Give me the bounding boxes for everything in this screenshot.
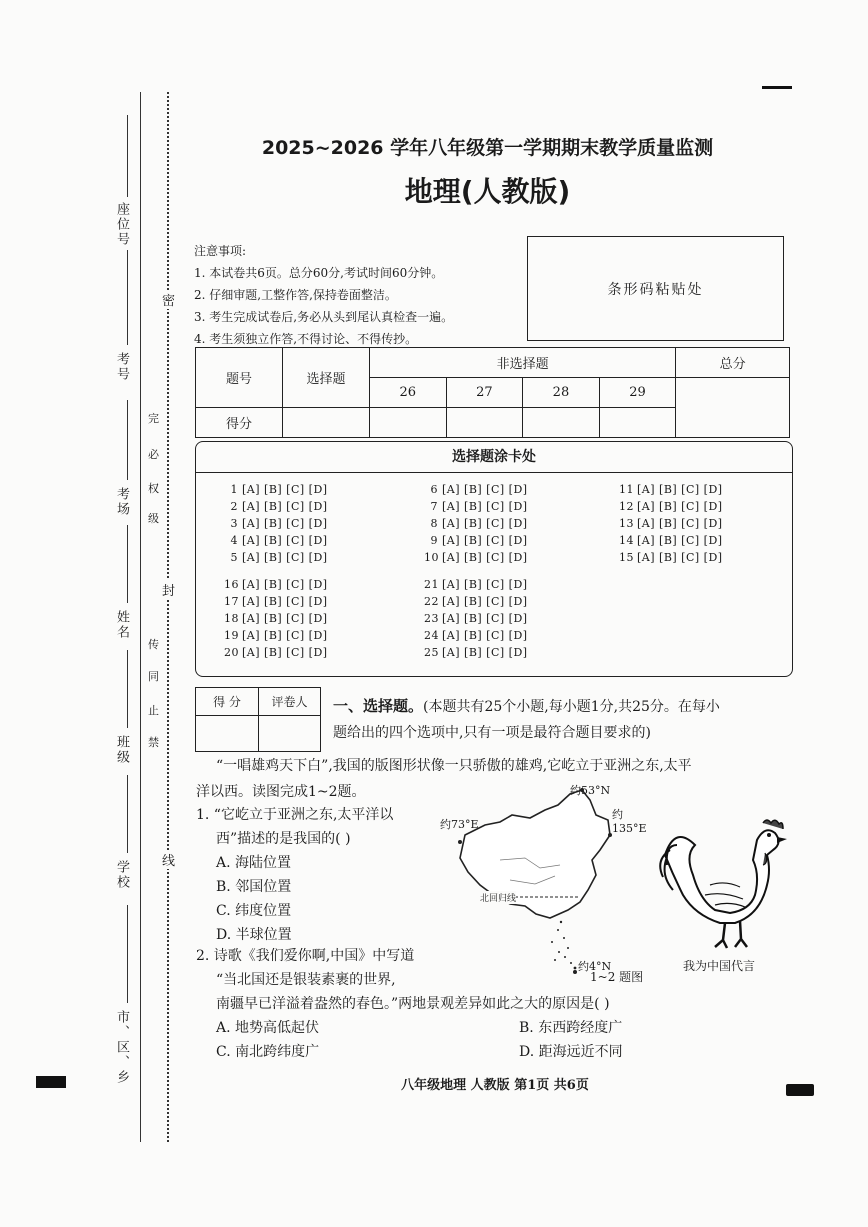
- score-num: 28: [523, 378, 600, 408]
- answer-card-item-number: 18: [224, 612, 239, 625]
- registration-mark: [762, 86, 792, 89]
- answer-card-item-number: 13: [619, 517, 634, 530]
- answer-card-options[interactable]: [A] [B] [C] [D]: [242, 646, 328, 659]
- answer-card-item-number: 24: [424, 629, 439, 642]
- q2-stem-line3: 南疆早已洋溢着盎然的春色。”两地景观差异如此之大的原因是( ): [216, 996, 610, 1012]
- answer-card-options[interactable]: [A] [B] [C] [D]: [242, 551, 328, 564]
- label-135e: 约135°E: [612, 808, 647, 835]
- field-district: 市、区、乡: [114, 1010, 129, 1085]
- q2-options: [216, 1016, 656, 1064]
- score-num: 26: [370, 378, 447, 408]
- answer-card-item[interactable]: [224, 595, 328, 608]
- grader-box: [195, 687, 321, 752]
- answer-card-options[interactable]: [A] [B] [C] [D]: [442, 612, 528, 625]
- answer-card-options[interactable]: [A] [B] [C] [D]: [442, 646, 528, 659]
- warn-char: 传: [148, 638, 159, 651]
- field-name: 姓名: [114, 610, 129, 640]
- answer-card-options[interactable]: [A] [B] [C] [D]: [442, 517, 528, 530]
- field-school: 学校: [114, 860, 129, 890]
- score-total-cell[interactable]: [676, 378, 790, 438]
- page-title: 2025~2026 学年八年级第一学期期末教学质量监测: [261, 137, 714, 159]
- answer-card-options[interactable]: [A] [B] [C] [D]: [637, 483, 723, 496]
- warn-char: 完: [148, 412, 159, 425]
- answer-card-item[interactable]: [619, 483, 723, 496]
- answer-card-options[interactable]: [A] [B] [C] [D]: [637, 551, 723, 564]
- q1-option-a[interactable]: A. 海陆位置: [216, 855, 292, 871]
- answer-card-item-number: 7: [430, 500, 438, 513]
- question-1: [196, 803, 393, 947]
- warn-char: 同: [148, 670, 159, 683]
- answer-card-item-number: 4: [230, 534, 238, 547]
- answer-card-item[interactable]: [224, 612, 328, 625]
- answer-card-item[interactable]: [224, 578, 328, 591]
- registration-block-left: [36, 1076, 66, 1088]
- score-num: 29: [599, 378, 676, 408]
- q2-option-d[interactable]: D. 距海远近不同: [519, 1044, 623, 1060]
- answer-card-options[interactable]: [A] [B] [C] [D]: [242, 483, 328, 496]
- answer-card-options[interactable]: [A] [B] [C] [D]: [442, 500, 528, 513]
- answer-card-item-number: 11: [619, 483, 634, 496]
- mark-xian: 线: [162, 850, 175, 869]
- notes-heading: 注意事项:: [194, 244, 247, 258]
- answer-card-item[interactable]: [619, 500, 723, 513]
- notes-item: 1. 本试卷共6页。总分60分,考试时间60分钟。: [194, 266, 444, 280]
- margin-solid-line: [140, 92, 141, 1142]
- answer-card-item[interactable]: [224, 483, 328, 496]
- rooster-caption: 我为中国代言: [683, 959, 756, 973]
- answer-card-options[interactable]: [A] [B] [C] [D]: [242, 629, 328, 642]
- score-cell[interactable]: [370, 408, 447, 438]
- answer-card-item-number: 25: [424, 646, 439, 659]
- answer-card-item-number: 9: [430, 534, 438, 547]
- q2-stem-line2: “当北国还是银装素裹的世界,: [216, 972, 396, 988]
- section1-line1: (本题共有25个小题,每小题1分,共25分。在每小: [423, 699, 720, 715]
- grader-score-label: 得 分: [196, 688, 259, 716]
- q2-stem-line1: 2. 诗歌《我们爱你啊,中国》中写道: [196, 948, 415, 964]
- answer-card-item[interactable]: [224, 517, 328, 530]
- registration-block-right: [786, 1084, 814, 1096]
- answer-card-item[interactable]: [619, 551, 723, 564]
- answer-card-options[interactable]: [A] [B] [C] [D]: [442, 629, 528, 642]
- warn-char: 禁: [148, 736, 159, 749]
- q1-option-c[interactable]: C. 纬度位置: [216, 903, 292, 919]
- answer-card-item[interactable]: [424, 595, 528, 608]
- answer-card-options[interactable]: [A] [B] [C] [D]: [637, 534, 723, 547]
- barcode-box: [527, 236, 784, 341]
- answer-card-item[interactable]: [424, 612, 528, 625]
- answer-card-item-number: 10: [424, 551, 439, 564]
- answer-card-item[interactable]: [424, 551, 528, 564]
- score-cell[interactable]: [523, 408, 600, 438]
- q2-option-c[interactable]: C. 南北跨纬度广: [216, 1044, 320, 1060]
- answer-card-item[interactable]: [224, 551, 328, 564]
- answer-card-item-number: 21: [424, 578, 439, 591]
- figure-rooster: [655, 815, 795, 955]
- answer-card-item-number: 2: [230, 500, 238, 513]
- q2-option-b[interactable]: B. 东西跨经度广: [519, 1020, 623, 1036]
- page-footer: 八年级地理 人教版 第1页 共6页: [401, 1078, 589, 1093]
- answer-card-item[interactable]: [224, 646, 328, 659]
- figure-china-map: [440, 780, 655, 985]
- answer-card-options[interactable]: [A] [B] [C] [D]: [442, 534, 528, 547]
- barcode-label: 条形码粘贴处: [607, 281, 704, 298]
- answer-card-item-number: 17: [224, 595, 239, 608]
- answer-card-item-number: 1: [230, 483, 238, 496]
- score-col-tihao: 题号: [196, 348, 283, 408]
- answer-card-item-number: 12: [619, 500, 634, 513]
- rooster-icon: [655, 815, 795, 955]
- answer-card-options[interactable]: [A] [B] [C] [D]: [637, 500, 723, 513]
- grader-name-cell[interactable]: [259, 716, 321, 752]
- q1-stem-line2: 西”描述的是我国的( ): [216, 831, 351, 847]
- answer-card-item[interactable]: [619, 534, 723, 547]
- answer-card-options[interactable]: [A] [B] [C] [D]: [242, 578, 328, 591]
- section1-heading: 一、选择题。: [333, 697, 424, 715]
- answer-card-options[interactable]: [A] [B] [C] [D]: [242, 517, 328, 530]
- section1-line2: 题给出的四个选项中,只有一项是最符合题目要求的): [333, 725, 651, 741]
- answer-card-options[interactable]: [A] [B] [C] [D]: [442, 578, 528, 591]
- answer-card-options[interactable]: [A] [B] [C] [D]: [242, 500, 328, 513]
- answer-card-item-number: 14: [619, 534, 634, 547]
- answer-card-item-number: 19: [224, 629, 239, 642]
- mark-mi: 密: [162, 290, 175, 309]
- answer-card-title: 选择题涂卡处: [196, 442, 792, 473]
- answer-card-item[interactable]: [224, 534, 328, 547]
- notes-item: 3. 考生完成试卷后,务必从头到尾认真检查一遍。: [194, 310, 454, 324]
- intro-line1: “一唱雄鸡天下白”,我国的版图形状像一只骄傲的雄鸡,它屹立于亚洲之东,太平: [216, 758, 692, 774]
- label-73e: 约73°E: [440, 818, 479, 831]
- answer-card-item-number: 15: [619, 551, 634, 564]
- field-class: 班级: [114, 735, 129, 765]
- notes-item: 2. 仔细审题,工整作答,保持卷面整洁。: [194, 288, 397, 302]
- answer-card-options[interactable]: [A] [B] [C] [D]: [242, 595, 328, 608]
- answer-card-grid: [196, 473, 792, 673]
- mark-feng: 封: [162, 580, 175, 599]
- grader-label: 评卷人: [259, 688, 321, 716]
- answer-card-item[interactable]: [619, 517, 723, 530]
- answer-card: [195, 441, 793, 677]
- figure-caption: 1~2 题图: [590, 970, 644, 984]
- answer-card-item[interactable]: [424, 500, 528, 513]
- warn-char: 必: [148, 448, 159, 461]
- q1-stem-line1: 1. “它屹立于亚洲之东,太平洋以: [196, 807, 394, 823]
- answer-card-item[interactable]: [424, 578, 528, 591]
- section1: [333, 693, 720, 746]
- answer-card-options[interactable]: [A] [B] [C] [D]: [442, 483, 528, 496]
- label-53n: 约53°N: [570, 784, 611, 797]
- answer-card-options[interactable]: [A] [B] [C] [D]: [637, 517, 723, 530]
- answer-card-options[interactable]: [A] [B] [C] [D]: [242, 612, 328, 625]
- score-cell[interactable]: [599, 408, 676, 438]
- score-table: [195, 347, 790, 438]
- score-num: 27: [446, 378, 523, 408]
- answer-card-options[interactable]: [A] [B] [C] [D]: [442, 551, 528, 564]
- answer-card-item-number: 20: [224, 646, 239, 659]
- answer-card-item[interactable]: [424, 646, 528, 659]
- answer-card-item-number: 8: [430, 517, 438, 530]
- answer-card-options[interactable]: [A] [B] [C] [D]: [242, 534, 328, 547]
- answer-card-item-number: 6: [430, 483, 438, 496]
- warn-char: 级: [148, 512, 159, 525]
- answer-card-item-number: 5: [230, 551, 238, 564]
- field-exam-number: 考号: [114, 352, 129, 382]
- notes-block: [194, 240, 453, 350]
- answer-card-item[interactable]: [224, 500, 328, 513]
- answer-card-item[interactable]: [224, 629, 328, 642]
- q1-option-d[interactable]: D. 半球位置: [216, 927, 292, 943]
- grader-score-cell[interactable]: [196, 716, 259, 752]
- q2-option-a[interactable]: A. 地势高低起伏: [216, 1020, 320, 1036]
- answer-card-item[interactable]: [424, 534, 528, 547]
- score-col-xuanze: 选择题: [283, 348, 370, 408]
- score-row-defen: 得分: [196, 408, 283, 438]
- intro-line2: 洋以西。读图完成1~2题。: [196, 784, 366, 800]
- answer-card-item-number: 23: [424, 612, 439, 625]
- answer-card-item[interactable]: [424, 629, 528, 642]
- warn-char: 权: [148, 482, 159, 495]
- answer-card-item[interactable]: [424, 517, 528, 530]
- warn-char: 止: [148, 704, 159, 717]
- score-col-zongfen: 总分: [676, 348, 790, 378]
- margin-dotted-line: [167, 92, 169, 1142]
- score-cell[interactable]: [446, 408, 523, 438]
- answer-card-item-number: 22: [424, 595, 439, 608]
- score-col-feixuanze: 非选择题: [370, 348, 676, 378]
- answer-card-options[interactable]: [A] [B] [C] [D]: [442, 595, 528, 608]
- label-4n: 约4°N: [578, 960, 612, 973]
- answer-card-item[interactable]: [424, 483, 528, 496]
- label-tropic: 北回归线: [480, 891, 516, 904]
- q1-option-b[interactable]: B. 邻国位置: [216, 879, 292, 895]
- answer-card-item-number: 3: [230, 517, 238, 530]
- score-cell[interactable]: [283, 408, 370, 438]
- field-exam-room: 考场: [114, 487, 129, 517]
- answer-card-item-number: 16: [224, 578, 239, 591]
- field-seat: 座位号: [114, 202, 129, 247]
- notes-item: 4. 考生须独立作答,不得讨论、不得传抄。: [194, 332, 418, 346]
- page-subtitle: 地理(人教版): [404, 175, 571, 208]
